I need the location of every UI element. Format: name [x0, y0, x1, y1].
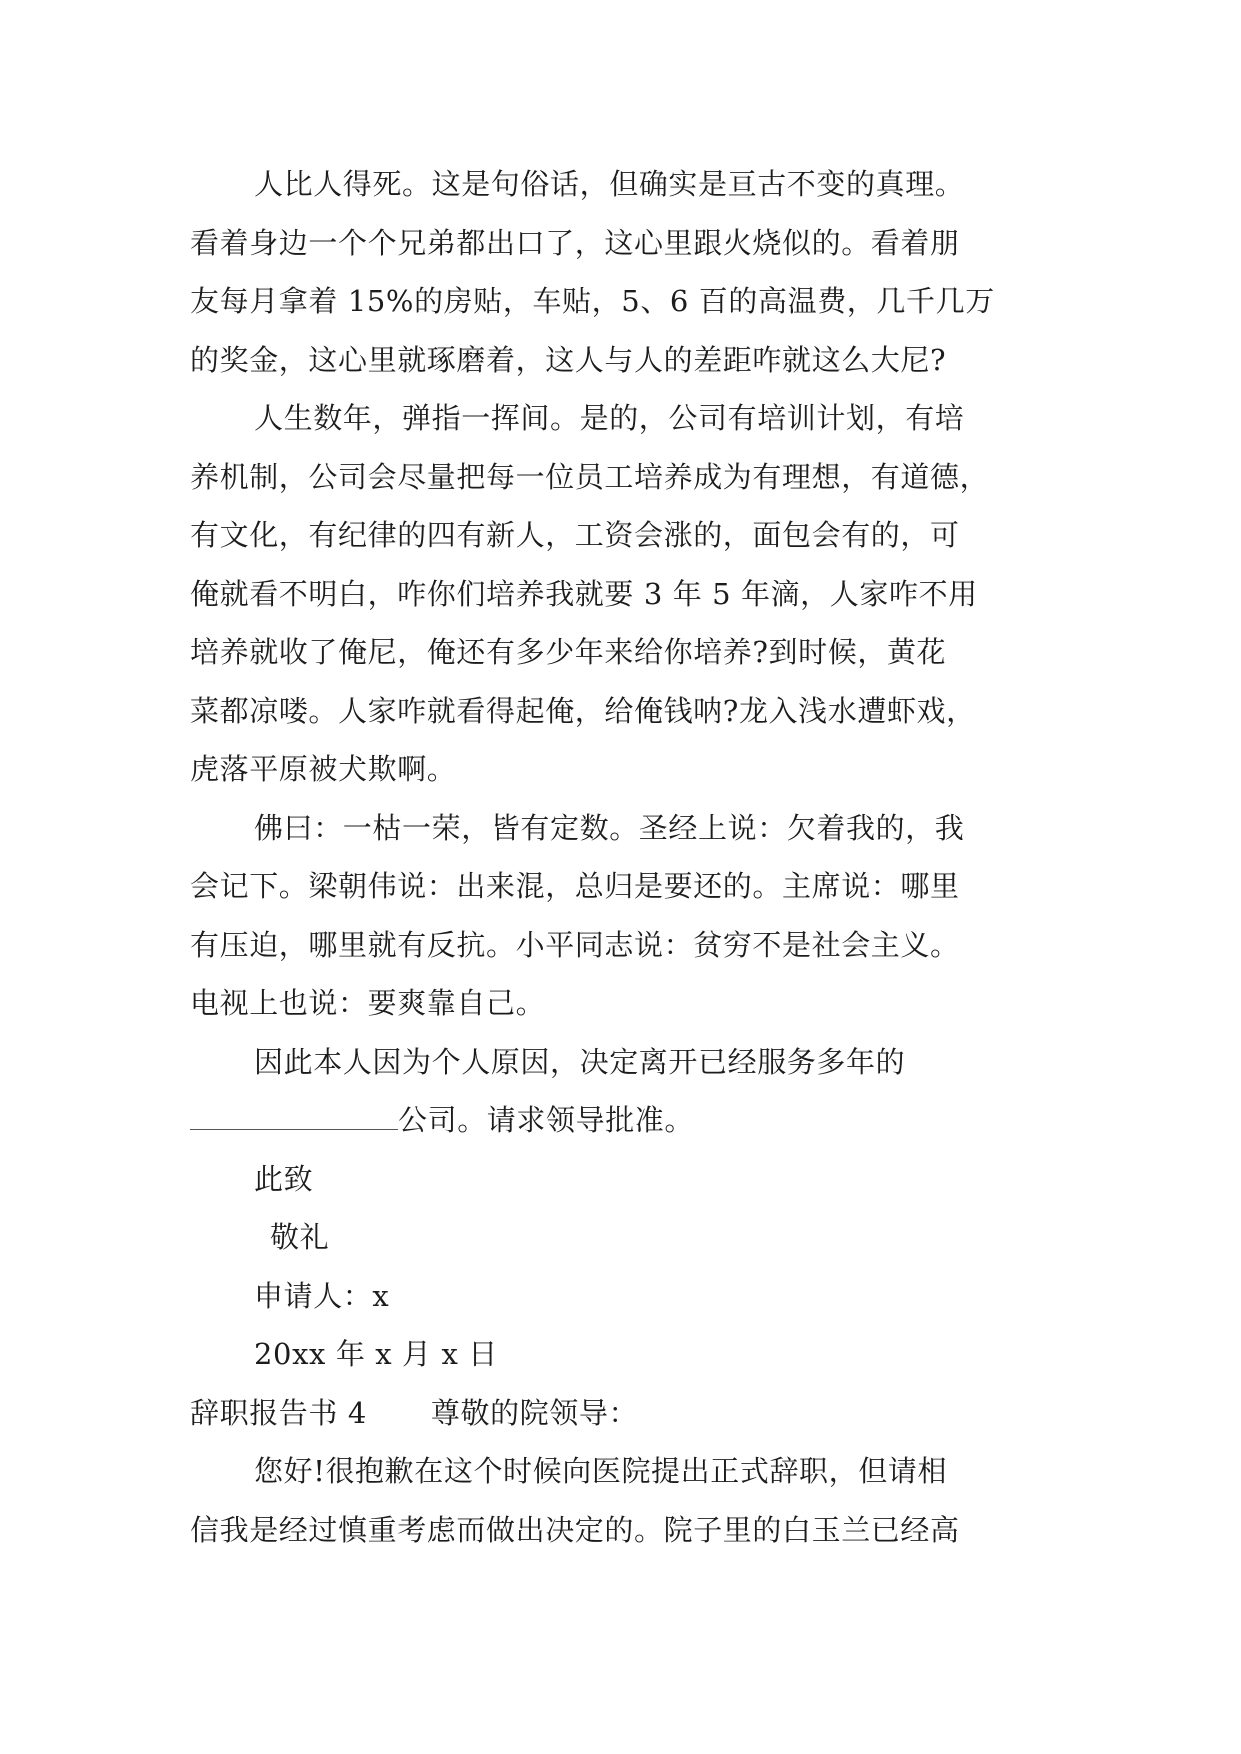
company-name-blank — [190, 1109, 398, 1130]
paragraph-line: 人比人得死。这是句俗话，但确实是亘古不变的真理。 — [254, 167, 965, 201]
paragraph-line: 佛曰：一枯一荣，皆有定数。圣经上说：欠着我的，我 — [254, 810, 965, 845]
paragraph-line-with-blank — [190, 1091, 1060, 1150]
section-salutation: 尊敬的院领导： — [430, 1395, 639, 1430]
closing-salute: 敬礼 — [270, 1220, 330, 1254]
date-line: 20xx 年 x 月 x 日 — [254, 1337, 498, 1371]
paragraph-line: 有压迫，哪里就有反抗。小平同志说：贫穷不是社会主义。 — [190, 927, 960, 962]
paragraph-line: 俺就看不明白，咋你们培养我就要 3 年 5 年滴，人家咋不用 — [190, 576, 978, 611]
paragraph-2 — [190, 389, 1060, 799]
paragraph-line: 养机制，公司会尽量把每一位员工培养成为有理想，有道德， — [190, 459, 990, 494]
paragraph-continuation: 公司。请求领导批准。 — [398, 1103, 695, 1137]
paragraph-line: 培养就收了俺尼，俺还有多少年来给你培养?到时候，黄花 — [190, 635, 947, 669]
paragraph-line: 友每月拿着 15%的房贴，车贴，5、6 百的高温费，几千几万 — [190, 284, 995, 318]
applicant-line: 申请人：x — [254, 1278, 390, 1313]
section-title: 辞职报告书 4 — [190, 1395, 367, 1430]
paragraph-line: 有文化，有纪律的四有新人，工资会涨的，面包会有的，可 — [190, 518, 960, 552]
document-body — [190, 155, 1060, 1559]
paragraph-3 — [190, 799, 1060, 1033]
paragraph-4 — [190, 1033, 1060, 1150]
paragraph-line: 菜都凉喽。人家咋就看得起俺，给俺钱呐?龙入浅水遭虾戏， — [190, 693, 976, 728]
closing-block — [190, 1150, 1060, 1384]
paragraph-line: 信我是经过慎重考虑而做出决定的。院子里的白玉兰已经高 — [190, 1512, 960, 1547]
paragraph-line: 人生数年，弹指一挥间。是的，公司有培训计划，有培 — [254, 401, 965, 435]
paragraph-line: 您好!很抱歉在这个时候向医院提出正式辞职，但请相 — [254, 1454, 948, 1488]
paragraph-line: 的奖金，这心里就琢磨着，这人与人的差距咋就这么大尼? — [190, 342, 947, 377]
paragraph-1 — [190, 155, 1060, 389]
paragraph-line: 虎落平原被犬欺啊。 — [190, 752, 457, 786]
paragraph-line: 因此本人因为个人原因，决定离开已经服务多年的 — [254, 1044, 906, 1079]
section-heading-line — [190, 1384, 1060, 1443]
paragraph-line: 看着身边一个个兄弟都出口了，这心里跟火烧似的。看着朋 — [190, 225, 960, 260]
next-section — [190, 1384, 1060, 1560]
paragraph-line: 电视上也说：要爽靠自己。 — [190, 986, 546, 1020]
closing-greeting: 此致 — [254, 1161, 314, 1196]
paragraph-line: 会记下。梁朝伟说：出来混，总归是要还的。主席说：哪里 — [190, 869, 960, 903]
